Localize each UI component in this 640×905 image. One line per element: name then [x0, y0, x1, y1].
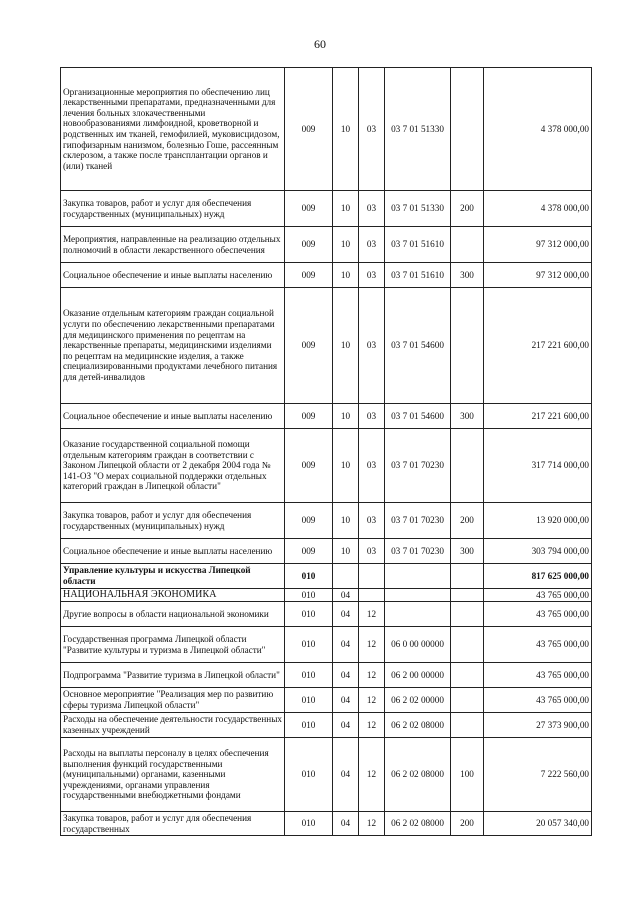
row-expense-type-cell: 300	[451, 539, 484, 564]
row-amount-cell: 217 221 600,00	[484, 288, 592, 404]
row-subsection-cell: 03	[359, 68, 385, 191]
row-name-cell: Оказание государственной социальной помощи отдельным категориям граждан в соответствии с Законом Липецкой области от 2 декабря 2004 года № 141-ОЗ "О мерах социальной поддержки отдельных категорий граждан в Липецкой области"	[61, 429, 285, 503]
row-admin-code-cell: 010	[285, 564, 333, 589]
row-admin-code-cell: 009	[285, 429, 333, 503]
row-admin-code-cell: 009	[285, 263, 333, 288]
row-name-cell: Организационные мероприятия по обеспечению лиц лекарственными препаратами, предназначенными для лечения больных злокачественными новообразованиями лимфоидной, кроветворной и родственных им тканей, гемофилией, муковисцидозом, гипофизарным нанизмом, болезнью Гоше, рассеянным склерозом, а также после трансплантации органов и (или) тканей	[61, 68, 285, 191]
row-name-cell: Закупка товаров, работ и услуг для обеспечения государственных	[61, 812, 285, 836]
row-name-cell: Другие вопросы в области национальной экономики	[61, 602, 285, 627]
row-target-article-cell	[385, 602, 451, 627]
row-section-cell: 10	[333, 429, 359, 503]
row-name-cell: Социальное обеспечение и иные выплаты населению	[61, 263, 285, 288]
row-name-cell: Подпрограмма "Развитие туризма в Липецкой области"	[61, 663, 285, 688]
row-admin-code-cell: 010	[285, 663, 333, 688]
row-amount-cell: 20 057 340,00	[484, 812, 592, 836]
row-expense-type-cell	[451, 68, 484, 191]
row-admin-code-cell: 010	[285, 688, 333, 713]
row-target-article-cell: 06 0 00 00000	[385, 627, 451, 663]
row-amount-cell: 27 373 900,00	[484, 713, 592, 738]
row-name-cell: Социальное обеспечение и иные выплаты населению	[61, 539, 285, 564]
table-row	[61, 539, 592, 564]
row-section-cell: 04	[333, 738, 359, 812]
row-admin-code-cell: 009	[285, 68, 333, 191]
row-amount-cell: 817 625 000,00	[484, 564, 592, 589]
row-section-cell	[333, 564, 359, 589]
row-subsection-cell: 03	[359, 191, 385, 227]
row-amount-cell: 7 222 560,00	[484, 738, 592, 812]
row-amount-cell: 97 312 000,00	[484, 263, 592, 288]
row-target-article-cell: 06 2 02 08000	[385, 738, 451, 812]
row-subsection-cell: 03	[359, 539, 385, 564]
row-expense-type-cell	[451, 688, 484, 713]
row-name-cell: Управление культуры и искусства Липецкой области	[61, 564, 285, 589]
budget-table-body	[61, 68, 592, 836]
table-row	[61, 68, 592, 191]
row-subsection-cell: 12	[359, 713, 385, 738]
row-amount-cell: 97 312 000,00	[484, 227, 592, 263]
row-section-cell: 04	[333, 663, 359, 688]
row-subsection-cell	[359, 564, 385, 589]
row-admin-code-cell: 009	[285, 288, 333, 404]
budget-table	[60, 67, 592, 836]
row-target-article-cell: 03 7 01 51330	[385, 68, 451, 191]
row-target-article-cell: 06 2 02 08000	[385, 812, 451, 836]
table-row	[61, 589, 592, 602]
row-expense-type-cell	[451, 564, 484, 589]
row-section-cell: 10	[333, 191, 359, 227]
row-name-cell: Основное мероприятие "Реализация мер по развитию сферы туризма Липецкой области"	[61, 688, 285, 713]
row-target-article-cell	[385, 564, 451, 589]
row-subsection-cell: 12	[359, 627, 385, 663]
row-name-cell: Расходы на обеспечение деятельности государственных казенных учреждений	[61, 713, 285, 738]
row-subsection-cell: 03	[359, 227, 385, 263]
row-amount-cell: 43 765 000,00	[484, 688, 592, 713]
row-subsection-cell: 12	[359, 688, 385, 713]
row-target-article-cell	[385, 589, 451, 602]
row-expense-type-cell: 300	[451, 404, 484, 429]
row-name-cell: НАЦИОНАЛЬНАЯ ЭКОНОМИКА	[61, 589, 285, 602]
table-row	[61, 503, 592, 539]
row-subsection-cell	[359, 589, 385, 602]
row-name-cell: Расходы на выплаты персоналу в целях обеспечения выполнения функций государственными (муниципальными) органами, казенными учреждениями, органами управления государственными внебюджетными фондами	[61, 738, 285, 812]
table-row	[61, 404, 592, 429]
row-expense-type-cell	[451, 429, 484, 503]
row-amount-cell: 43 765 000,00	[484, 663, 592, 688]
row-amount-cell: 4 378 000,00	[484, 191, 592, 227]
row-expense-type-cell	[451, 288, 484, 404]
row-target-article-cell: 03 7 01 54600	[385, 404, 451, 429]
row-admin-code-cell: 009	[285, 539, 333, 564]
row-section-cell: 04	[333, 713, 359, 738]
row-section-cell: 04	[333, 589, 359, 602]
row-admin-code-cell: 009	[285, 227, 333, 263]
row-subsection-cell: 12	[359, 812, 385, 836]
row-expense-type-cell: 200	[451, 191, 484, 227]
row-section-cell: 10	[333, 263, 359, 288]
row-target-article-cell: 03 7 01 51330	[385, 191, 451, 227]
table-row	[61, 288, 592, 404]
table-row	[61, 663, 592, 688]
row-subsection-cell: 12	[359, 663, 385, 688]
row-target-article-cell: 06 2 02 00000	[385, 688, 451, 713]
table-row	[61, 688, 592, 713]
table-row	[61, 429, 592, 503]
table-row	[61, 738, 592, 812]
row-section-cell: 04	[333, 627, 359, 663]
row-expense-type-cell	[451, 627, 484, 663]
row-subsection-cell: 03	[359, 429, 385, 503]
row-target-article-cell: 03 7 01 70230	[385, 503, 451, 539]
row-section-cell: 04	[333, 602, 359, 627]
table-row	[61, 227, 592, 263]
row-subsection-cell: 03	[359, 404, 385, 429]
row-expense-type-cell: 100	[451, 738, 484, 812]
row-admin-code-cell: 010	[285, 812, 333, 836]
row-admin-code-cell: 010	[285, 713, 333, 738]
row-section-cell: 04	[333, 688, 359, 713]
row-expense-type-cell	[451, 713, 484, 738]
row-admin-code-cell: 009	[285, 191, 333, 227]
row-subsection-cell: 03	[359, 503, 385, 539]
table-row	[61, 812, 592, 836]
table-row	[61, 602, 592, 627]
row-name-cell: Государственная программа Липецкой области "Развитие культуры и туризма в Липецкой области"	[61, 627, 285, 663]
row-admin-code-cell: 010	[285, 738, 333, 812]
table-row	[61, 627, 592, 663]
row-amount-cell: 43 765 000,00	[484, 627, 592, 663]
row-admin-code-cell: 009	[285, 404, 333, 429]
row-amount-cell: 13 920 000,00	[484, 503, 592, 539]
row-name-cell: Закупка товаров, работ и услуг для обеспечения государственных (муниципальных) нужд	[61, 191, 285, 227]
row-section-cell: 10	[333, 503, 359, 539]
table-row	[61, 263, 592, 288]
row-admin-code-cell: 010	[285, 589, 333, 602]
row-name-cell: Мероприятия, направленные на реализацию отдельных полномочий в области лекарственного обеспечения	[61, 227, 285, 263]
row-target-article-cell: 03 7 01 54600	[385, 288, 451, 404]
row-amount-cell: 303 794 000,00	[484, 539, 592, 564]
row-expense-type-cell: 300	[451, 263, 484, 288]
row-admin-code-cell: 010	[285, 627, 333, 663]
row-section-cell: 04	[333, 812, 359, 836]
row-section-cell: 10	[333, 288, 359, 404]
row-name-cell: Оказание отдельным категориям граждан социальной услуги по обеспечению лекарственными препаратами для медицинского применения по рецептам на лекарственные препараты, медицинскими изделиями по рецептам на медицинские изделия, а также специализированными продуктами лечебного питания для детей-инвалидов	[61, 288, 285, 404]
row-amount-cell: 43 765 000,00	[484, 589, 592, 602]
row-amount-cell: 217 221 600,00	[484, 404, 592, 429]
row-subsection-cell: 12	[359, 602, 385, 627]
row-target-article-cell: 03 7 01 51610	[385, 227, 451, 263]
row-target-article-cell: 06 2 02 08000	[385, 713, 451, 738]
row-amount-cell: 43 765 000,00	[484, 602, 592, 627]
row-expense-type-cell: 200	[451, 812, 484, 836]
row-name-cell: Закупка товаров, работ и услуг для обеспечения государственных (муниципальных) нужд	[61, 503, 285, 539]
row-expense-type-cell: 200	[451, 503, 484, 539]
row-section-cell: 10	[333, 539, 359, 564]
row-section-cell: 10	[333, 227, 359, 263]
table-row	[61, 713, 592, 738]
row-expense-type-cell	[451, 227, 484, 263]
page-number: 60	[314, 37, 326, 51]
row-section-cell: 10	[333, 68, 359, 191]
row-section-cell: 10	[333, 404, 359, 429]
row-expense-type-cell	[451, 589, 484, 602]
row-target-article-cell: 03 7 01 70230	[385, 429, 451, 503]
row-target-article-cell: 03 7 01 51610	[385, 263, 451, 288]
table-row	[61, 191, 592, 227]
row-subsection-cell: 03	[359, 288, 385, 404]
row-admin-code-cell: 010	[285, 602, 333, 627]
row-subsection-cell: 12	[359, 738, 385, 812]
row-subsection-cell: 03	[359, 263, 385, 288]
row-admin-code-cell: 009	[285, 503, 333, 539]
row-name-cell: Социальное обеспечение и иные выплаты населению	[61, 404, 285, 429]
row-amount-cell: 317 714 000,00	[484, 429, 592, 503]
row-target-article-cell: 06 2 00 00000	[385, 663, 451, 688]
row-target-article-cell: 03 7 01 70230	[385, 539, 451, 564]
row-expense-type-cell	[451, 602, 484, 627]
table-row	[61, 564, 592, 589]
row-expense-type-cell	[451, 663, 484, 688]
row-amount-cell: 4 378 000,00	[484, 68, 592, 191]
